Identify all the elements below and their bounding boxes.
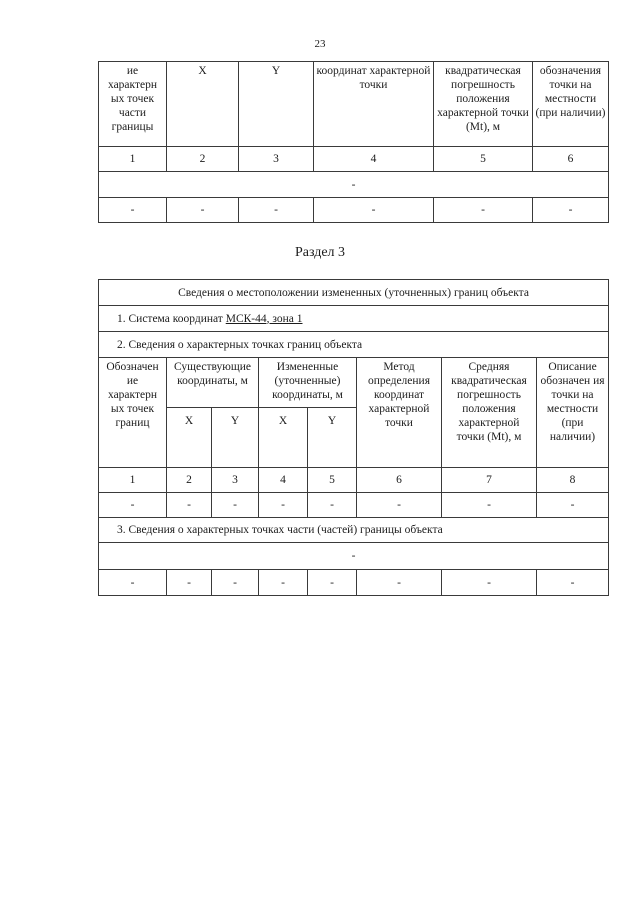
table-part-boundary-points [98,61,609,223]
header-cell: Y [239,62,314,147]
dash-cell: - [308,570,357,596]
number-cell: 4 [314,147,434,172]
table-header-row [99,62,609,147]
dash-cell: - [167,198,239,223]
number-cell: 6 [533,147,609,172]
table-row [99,570,609,596]
table-row [99,198,609,223]
dash-cell: - [357,570,442,596]
number-cell: 1 [99,468,167,493]
header-cell: обозначения точки на местности (при наличии) [533,62,609,147]
dash-cell: - [537,570,609,596]
header-cell: X [167,62,239,147]
header-cell: квадратическая погрешность положения характерной точки (Mt), м [434,62,533,147]
table-row [99,172,609,198]
header-x2: X [259,408,308,468]
dash-cell: - [533,198,609,223]
merged-dash-cell: - [99,172,609,198]
merged-dash-cell: - [99,543,609,570]
table-title-row [99,280,609,306]
number-cell: 2 [167,468,212,493]
table-row [99,543,609,570]
points-header-row [99,332,609,358]
header-y: Y [212,408,259,468]
number-cell: 2 [167,147,239,172]
table-title: Сведения о местоположении измененных (уточненных) границ объекта [99,280,609,306]
header-cell: координат характерной точки [314,62,434,147]
dash-cell: - [259,570,308,596]
dash-cell: - [239,198,314,223]
dash-cell: - [99,570,167,596]
header-method: Метод определения координат характерной точки [357,358,442,468]
dash-cell: - [259,493,308,518]
coord-system [99,306,609,332]
table-number-row [99,468,609,493]
coord-system-label: 1. Система координат [117,312,226,325]
dash-cell: - [99,198,167,223]
dash-cell: - [314,198,434,223]
dash-cell: - [167,570,212,596]
number-cell: 5 [434,147,533,172]
table-row [99,493,609,518]
number-cell: 5 [308,468,357,493]
dash-cell: - [99,493,167,518]
dash-cell: - [357,493,442,518]
header-cell: ие характерн ых точек части границы [99,62,167,147]
number-cell: 6 [357,468,442,493]
number-cell: 3 [212,468,259,493]
number-cell: 3 [239,147,314,172]
header-designation: Обозначен ие характерн ых точек границ [99,358,167,468]
header-y2: Y [308,408,357,468]
parts-header: 3. Сведения о характерных точках части (частей) границы объекта [99,518,609,543]
page-number: 23 [314,38,326,50]
dash-cell: - [537,493,609,518]
table-number-row [99,147,609,172]
header-existing-coords: Существующие координаты, м [167,358,259,408]
header-error: Средняя квадратическая погрешность положения характерной точки (Mt), м [442,358,537,468]
number-cell: 7 [442,468,537,493]
number-cell: 4 [259,468,308,493]
coord-system-row [99,306,609,332]
table-changed-boundaries [98,279,609,596]
header-description: Описание обозначен ия точки на местности (при наличии) [537,358,609,468]
number-cell: 8 [537,468,609,493]
dash-cell: - [308,493,357,518]
parts-header-row [99,518,609,543]
coord-system-value: МСК-44, зона 1 [225,312,303,325]
dash-cell: - [212,570,259,596]
number-cell: 1 [99,147,167,172]
points-header: 2. Сведения о характерных точках границ объекта [99,332,609,358]
dash-cell: - [434,198,533,223]
dash-cell: - [167,493,212,518]
section-title: Раздел 3 [294,245,346,260]
dash-cell: - [212,493,259,518]
table-header-row [99,358,609,408]
dash-cell: - [442,570,537,596]
header-x: X [167,408,212,468]
dash-cell: - [442,493,537,518]
header-changed-coords: Измененные (уточненные) координаты, м [259,358,357,408]
